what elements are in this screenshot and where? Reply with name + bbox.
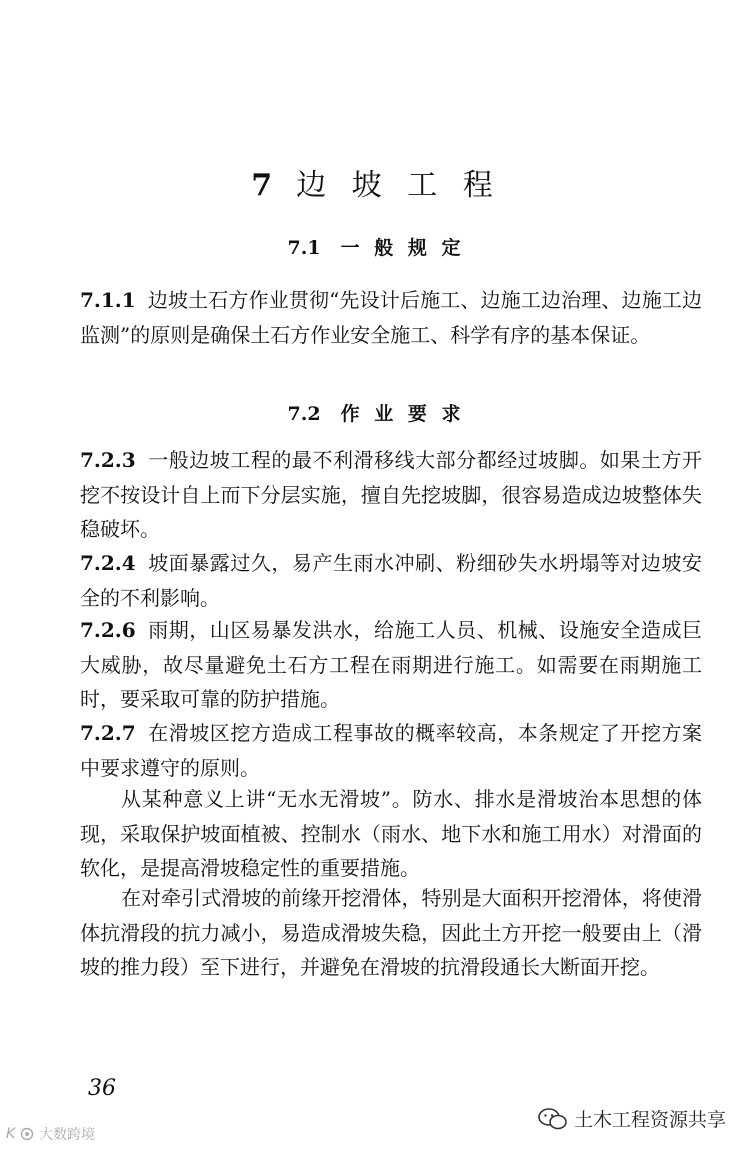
paragraph-text: 在对牵引式滑坡的前缘开挖滑体，特别是大面积开挖滑体，将使滑体抗滑段的抗力减小，易造成滑坡失稳，因此土方开挖一般要由上（滑坡的推力段）至下进行，并避免在滑坡的抗滑段通长大断面开挖。: [80, 886, 702, 979]
clause-number: 7.1.1: [80, 288, 136, 312]
clause-number: 7.2.7: [80, 721, 136, 745]
clause-number: 7.2.3: [80, 448, 136, 472]
section-number: 7.2: [287, 403, 321, 425]
clause-7-2-3: [80, 443, 702, 547]
clause-7-2-7: [80, 716, 702, 785]
chapter-title: 边 坡 工 程: [296, 168, 501, 203]
clause-text: 在滑坡区挖方造成工程事故的概率较高，本条规定了开挖方案中要求遵守的原则。: [80, 721, 702, 780]
clause-7-2-6: [80, 613, 702, 717]
explanation-paragraph: [80, 881, 702, 985]
paragraph-text: 从某种意义上讲“无水无滑坡”。防水、排水是滑坡治本思想的体现，采取保护坡面植被、控制水（雨水、地下水和施工用水）对滑面的软化，是提高滑坡稳定性的重要措施。: [80, 787, 702, 880]
chapter-number: 7: [251, 168, 273, 203]
clause-text: 坡面暴露过久，易产生雨水冲刷、粉细砂失水坍塌等对边坡安全的不利影响。: [80, 551, 702, 610]
page-number: 36: [88, 1076, 116, 1101]
watermark-text: 土木工程资源共享: [573, 1109, 726, 1131]
section-title: 作 业 要 求: [340, 403, 465, 425]
clause-number: 7.2.4: [80, 551, 136, 575]
clause-text: 一般边坡工程的最不利滑移线大部分都经过坡脚。如果土方开挖不按设计自上而下分层实施，擅自先挖坡脚，很容易造成边坡整体失稳破坏。: [80, 448, 702, 541]
watermark-logo-icon: K: [6, 1126, 16, 1142]
clause-text: 边坡土石方作业贯彻“先设计后施工、边施工边治理、边施工边监测”的原则是确保土石方作业安全施工、科学有序的基本保证。: [80, 288, 702, 347]
clause-7-1-1: [80, 283, 702, 352]
watermark-left: [6, 1124, 95, 1144]
section-title: 一 般 规 定: [340, 237, 465, 259]
brand-icon: [19, 1127, 35, 1141]
explanation-paragraph: [80, 782, 702, 886]
watermark-text: 大数跨境: [39, 1127, 96, 1143]
section-heading-7-2: [0, 399, 752, 426]
section-number: 7.1: [287, 237, 321, 259]
clause-text: 雨期，山区易暴发洪水，给施工人员、机械、设施安全造成巨大威胁，故尽量避免土石方工程在雨期进行施工。如需要在雨期施工时，要采取可靠的防护措施。: [80, 618, 702, 711]
clause-7-2-4: [80, 546, 702, 615]
chapter-heading: [0, 160, 752, 204]
watermark-right: [538, 1105, 726, 1132]
wechat-icon: [538, 1108, 568, 1130]
clause-number: 7.2.6: [80, 618, 136, 642]
section-heading-7-1: [0, 233, 752, 260]
